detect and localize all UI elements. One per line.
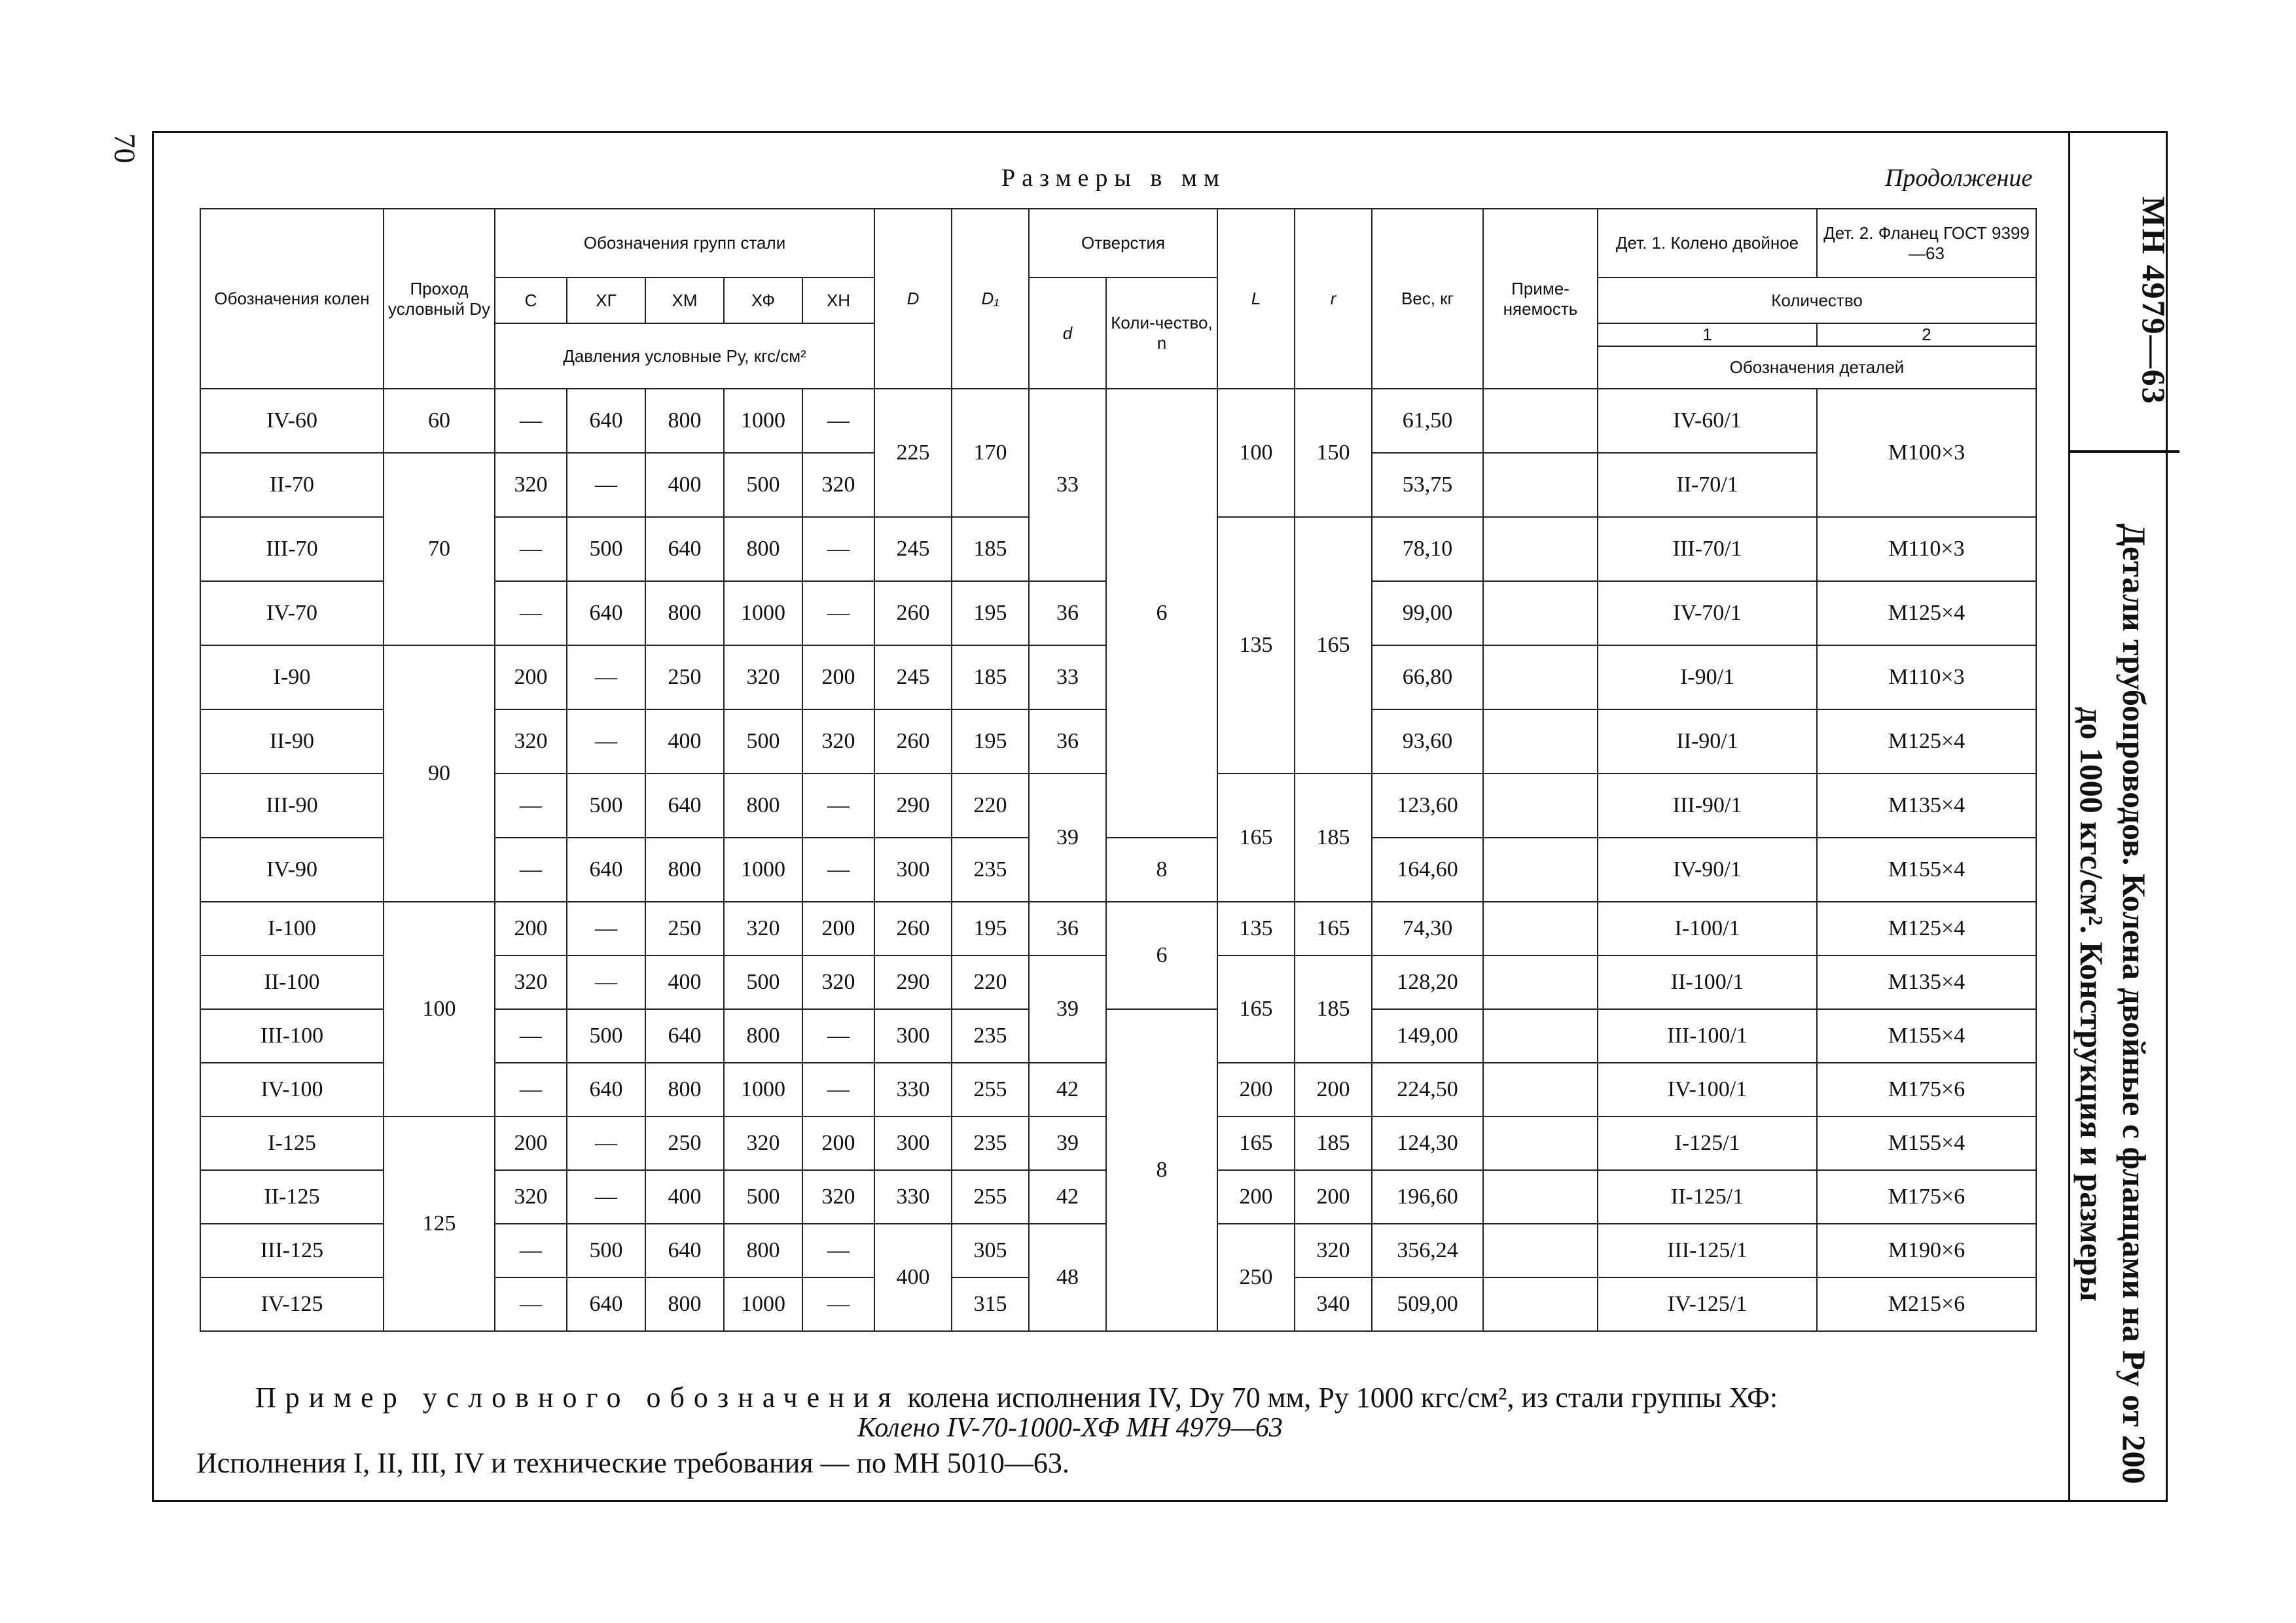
applicability-cell [1483,709,1598,774]
example-label: Пример условного обозначения [255,1382,901,1414]
r-cell: 200 [1295,1063,1372,1116]
document-title-line1: Детали трубопроводов. Колена двойные с фланцами на Pу от 200 [2116,524,2153,1484]
designation-cell: I-90 [200,645,384,709]
pressure-cell-3: 320 [724,645,802,709]
weight-cell: 78,10 [1372,517,1483,581]
pressure-cell-3: 500 [724,1170,802,1224]
col-passage: Проход условный Dу [384,209,495,389]
pressure-cell-1: — [567,709,645,774]
pressure-cell-3: 320 [724,1116,802,1170]
side-divider [2068,450,2179,453]
pressure-cell-0: — [495,838,567,902]
L-cell: 200 [1217,1170,1295,1224]
part2-cell: М100×3 [1817,389,2036,517]
D-cell: 245 [874,517,952,581]
table-row [200,902,2036,955]
D-cell: 400 [874,1224,952,1331]
pressure-cell-2: 640 [645,774,724,838]
pressure-cell-0: — [495,774,567,838]
D-cell: 300 [874,838,952,902]
n-cell: 6 [1106,902,1217,1009]
col-weight: Вес, кг [1372,209,1483,389]
D1-cell: 185 [952,645,1029,709]
part2-cell: М155×4 [1817,1009,2036,1063]
weight-cell: 53,75 [1372,453,1483,517]
pressure-label: Давления условные Pу, кгс/см² [495,323,874,389]
D1-cell: 305 [952,1224,1029,1277]
applicability-cell [1483,1063,1598,1116]
part1-cell: III-125/1 [1598,1224,1817,1277]
pressure-cell-1: 640 [567,1277,645,1331]
designation-cell: II-70 [200,453,384,517]
n-cell: 8 [1106,838,1217,902]
D1-cell: 220 [952,955,1029,1009]
designation-cell: IV-60 [200,389,384,453]
applicability-cell [1483,1170,1598,1224]
L-cell: 200 [1217,1063,1295,1116]
D1-cell: 195 [952,709,1029,774]
pressure-cell-4: 200 [802,902,874,955]
steel-group-xn: ХН [802,277,874,323]
D1-cell: 235 [952,838,1029,902]
applicability-cell [1483,1009,1598,1063]
passage-cell: 70 [384,453,495,645]
part1-cell: I-100/1 [1598,902,1817,955]
L-cell: 165 [1217,955,1295,1063]
pressure-cell-1: 500 [567,1009,645,1063]
pressure-cell-2: 640 [645,1224,724,1277]
r-cell: 340 [1295,1277,1372,1331]
pressure-cell-2: 800 [645,1277,724,1331]
designation-cell: I-125 [200,1116,384,1170]
part2-cell: М125×4 [1817,709,2036,774]
pressure-cell-0: 320 [495,1170,567,1224]
pressure-cell-0: 320 [495,453,567,517]
pressure-cell-4: — [802,389,874,453]
designation-cell: III-100 [200,1009,384,1063]
pressure-cell-4: — [802,1224,874,1277]
part2-cell: М215×6 [1817,1277,2036,1331]
designation-cell: I-100 [200,902,384,955]
pressure-cell-2: 250 [645,1116,724,1170]
weight-cell: 128,20 [1372,955,1483,1009]
steel-group-xf: ХФ [724,277,802,323]
part2-cell: М155×4 [1817,1116,2036,1170]
pressure-cell-4: — [802,581,874,645]
pressure-cell-2: 800 [645,389,724,453]
pressure-cell-0: — [495,581,567,645]
designation-cell: III-70 [200,517,384,581]
pressure-cell-3: 1000 [724,389,802,453]
designation-cell: IV-90 [200,838,384,902]
D-cell: 330 [874,1170,952,1224]
steel-group-xm: ХМ [645,277,724,323]
quantity-header: Количество [1598,277,2036,323]
pressure-cell-0: — [495,1224,567,1277]
d-cell: 48 [1029,1224,1106,1331]
pressure-cell-1: — [567,955,645,1009]
example-line [255,1381,1778,1414]
r-cell: 185 [1295,1116,1372,1170]
D-cell: 260 [874,581,952,645]
applicability-cell [1483,1277,1598,1331]
applicability-cell [1483,1224,1598,1277]
part1-cell: IV-125/1 [1598,1277,1817,1331]
part1-cell: IV-70/1 [1598,581,1817,645]
applicability-cell [1483,581,1598,645]
holes-header: Отверстия [1029,209,1217,277]
r-cell: 165 [1295,517,1372,774]
d-cell: 36 [1029,902,1106,955]
applicability-cell [1483,955,1598,1009]
pressure-cell-2: 800 [645,581,724,645]
n-cell: 8 [1106,1009,1217,1331]
part1-cell: II-100/1 [1598,955,1817,1009]
D1-cell: 170 [952,389,1029,517]
steel-groups-header: Обозначения групп стали [495,209,874,277]
designation-cell: III-90 [200,774,384,838]
col-applicability: Приме-няемость [1483,209,1598,389]
weight-cell: 61,50 [1372,389,1483,453]
D-cell: 290 [874,774,952,838]
pressure-cell-3: 800 [724,1009,802,1063]
continuation-label: Продолжение [1885,164,2033,192]
designation-cell: IV-100 [200,1063,384,1116]
pressure-cell-4: 200 [802,1116,874,1170]
part2-cell: М155×4 [1817,838,2036,902]
applicability-cell [1483,453,1598,517]
applicability-cell [1483,1116,1598,1170]
pressure-cell-2: 800 [645,1063,724,1116]
part1-cell: IV-60/1 [1598,389,1817,453]
pressure-cell-1: 640 [567,581,645,645]
part2-cell: М135×4 [1817,774,2036,838]
r-cell: 200 [1295,1170,1372,1224]
part1-cell: III-70/1 [1598,517,1817,581]
D1-cell: 220 [952,774,1029,838]
r-cell: 320 [1295,1224,1372,1277]
standard-code: МН 4979—63 [2136,196,2172,405]
applicability-cell [1483,389,1598,453]
D-cell: 260 [874,709,952,774]
pressure-cell-4: 320 [802,453,874,517]
D1-cell: 195 [952,902,1029,955]
pressure-cell-3: 1000 [724,838,802,902]
D1-cell: 315 [952,1277,1029,1331]
pressure-cell-0: 320 [495,955,567,1009]
designation-cell: III-125 [200,1224,384,1277]
weight-cell: 164,60 [1372,838,1483,902]
quantity-1: 1 [1598,323,1817,346]
pressure-cell-3: 800 [724,774,802,838]
applicability-cell [1483,517,1598,581]
d-cell: 42 [1029,1170,1106,1224]
pressure-cell-3: 1000 [724,581,802,645]
col-d: d [1029,277,1106,389]
example-code: Колено IV-70-1000-ХФ МН 4979—63 [857,1413,1283,1443]
applicability-cell [1483,774,1598,838]
D-cell: 300 [874,1116,952,1170]
part1-cell: IV-100/1 [1598,1063,1817,1116]
pressure-cell-2: 640 [645,1009,724,1063]
col-D: D [874,209,952,389]
col-L: L [1217,209,1295,389]
weight-cell: 74,30 [1372,902,1483,955]
part1-cell: II-70/1 [1598,453,1817,517]
designation-cell: IV-70 [200,581,384,645]
r-cell: 185 [1295,774,1372,902]
pressure-cell-2: 400 [645,453,724,517]
pressure-cell-4: — [802,1277,874,1331]
weight-cell: 66,80 [1372,645,1483,709]
D1-cell: 235 [952,1009,1029,1063]
passage-cell: 125 [384,1116,495,1331]
weight-cell: 509,00 [1372,1277,1483,1331]
D-cell: 225 [874,389,952,517]
pressure-cell-0: — [495,1277,567,1331]
L-cell: 250 [1217,1224,1295,1331]
pressure-cell-3: 320 [724,902,802,955]
L-cell: 100 [1217,389,1295,517]
execution-note: Исполнения I, II, III, IV и технические требования — по МН 5010—63. [196,1447,1069,1479]
pressure-cell-2: 250 [645,645,724,709]
pressure-cell-0: — [495,389,567,453]
part2-cell: М110×3 [1817,517,2036,581]
weight-cell: 93,60 [1372,709,1483,774]
D1-cell: 235 [952,1116,1029,1170]
pressure-cell-0: 200 [495,645,567,709]
d-cell: 39 [1029,774,1106,902]
pressure-cell-0: 200 [495,1116,567,1170]
pressure-cell-4: — [802,1063,874,1116]
pressure-cell-1: 500 [567,1224,645,1277]
pressure-cell-4: 320 [802,1170,874,1224]
weight-cell: 123,60 [1372,774,1483,838]
d-cell: 33 [1029,645,1106,709]
pressure-cell-3: 1000 [724,1063,802,1116]
L-cell: 165 [1217,774,1295,902]
n-cell: 6 [1106,389,1217,838]
pressure-cell-4: 200 [802,645,874,709]
pressure-cell-0: — [495,1009,567,1063]
r-cell: 150 [1295,389,1372,517]
pressure-cell-1: — [567,1116,645,1170]
pressure-cell-4: — [802,838,874,902]
pressure-cell-1: 640 [567,389,645,453]
pressure-cell-1: — [567,645,645,709]
L-cell: 135 [1217,517,1295,774]
passage-cell: 60 [384,389,495,453]
d-cell: 42 [1029,1063,1106,1116]
pressure-cell-4: — [802,1009,874,1063]
L-cell: 135 [1217,902,1295,955]
pressure-cell-4: 320 [802,955,874,1009]
part1-cell: I-125/1 [1598,1116,1817,1170]
pressure-cell-0: — [495,517,567,581]
D1-cell: 255 [952,1170,1029,1224]
weight-cell: 124,30 [1372,1116,1483,1170]
D-cell: 330 [874,1063,952,1116]
D-cell: 290 [874,955,952,1009]
table-body [200,389,2036,1331]
pressure-cell-1: — [567,902,645,955]
col-r: r [1295,209,1372,389]
pressure-cell-2: 250 [645,902,724,955]
d-cell: 33 [1029,389,1106,581]
document-title-line2: до 1000 кгс/см². Конструкция и размеры [2073,707,2110,1302]
pressure-cell-3: 1000 [724,1277,802,1331]
pressure-cell-2: 640 [645,517,724,581]
r-cell: 165 [1295,902,1372,955]
sizes-label: Размеры в мм [1001,164,1226,192]
weight-cell: 99,00 [1372,581,1483,645]
D-cell: 245 [874,645,952,709]
part1-cell: II-125/1 [1598,1170,1817,1224]
pressure-cell-3: 500 [724,453,802,517]
pressure-cell-1: — [567,1170,645,1224]
designation-cell: IV-125 [200,1277,384,1331]
pressure-cell-4: — [802,517,874,581]
pressure-cell-1: 640 [567,838,645,902]
weight-cell: 196,60 [1372,1170,1483,1224]
d-cell: 39 [1029,1116,1106,1170]
part1-cell: II-90/1 [1598,709,1817,774]
pressure-cell-1: 500 [567,774,645,838]
part2-cell: М175×6 [1817,1063,2036,1116]
part2-cell: М110×3 [1817,645,2036,709]
designation-cell: II-100 [200,955,384,1009]
part1-cell: I-90/1 [1598,645,1817,709]
weight-cell: 224,50 [1372,1063,1483,1116]
part1-cell: III-90/1 [1598,774,1817,838]
det1-header: Дет. 1. Колено двойное [1598,209,1817,277]
pressure-cell-4: 320 [802,709,874,774]
designation-cell: II-90 [200,709,384,774]
pressure-cell-2: 400 [645,709,724,774]
D-cell: 300 [874,1009,952,1063]
pressure-cell-1: 640 [567,1063,645,1116]
pressure-cell-2: 800 [645,838,724,902]
pressure-cell-2: 400 [645,955,724,1009]
passage-cell: 100 [384,902,495,1116]
pressure-cell-0: 200 [495,902,567,955]
weight-cell: 356,24 [1372,1224,1483,1277]
col-D1: D₁ [952,209,1029,389]
pressure-cell-3: 800 [724,1224,802,1277]
pressure-cell-4: — [802,774,874,838]
pressure-cell-3: 500 [724,955,802,1009]
col-count: Коли-чество, n [1106,277,1217,389]
pressure-cell-1: — [567,453,645,517]
part1-cell: III-100/1 [1598,1009,1817,1063]
applicability-cell [1483,838,1598,902]
col-designation: Обозначения колен [200,209,384,389]
r-cell: 185 [1295,955,1372,1063]
pressure-cell-1: 500 [567,517,645,581]
dimensions-table [200,208,2037,1332]
L-cell: 165 [1217,1116,1295,1170]
example-text: колена исполнения IV, Dу 70 мм, Pу 1000 кгс/см², из стали группы ХФ: [907,1382,1778,1414]
part2-cell: М125×4 [1817,902,2036,955]
D1-cell: 185 [952,517,1029,581]
passage-cell: 90 [384,645,495,902]
page-number: 70 [108,133,142,164]
quantity-2: 2 [1817,323,2036,346]
part2-cell: М190×6 [1817,1224,2036,1277]
part2-cell: М175×6 [1817,1170,2036,1224]
det2-header: Дет. 2. Фланец ГОСТ 9399—63 [1817,209,2036,277]
D-cell: 260 [874,902,952,955]
applicability-cell [1483,902,1598,955]
parts-label: Обозначения деталей [1598,346,2036,389]
D1-cell: 255 [952,1063,1029,1116]
pressure-cell-2: 400 [645,1170,724,1224]
part2-cell: М135×4 [1817,955,2036,1009]
designation-cell: II-125 [200,1170,384,1224]
steel-group-xg: ХГ [567,277,645,323]
pressure-cell-3: 500 [724,709,802,774]
steel-group-c: С [495,277,567,323]
d-cell: 36 [1029,709,1106,774]
applicability-cell [1483,645,1598,709]
part1-cell: IV-90/1 [1598,838,1817,902]
pressure-cell-3: 800 [724,517,802,581]
table-row [200,389,2036,453]
pressure-cell-0: — [495,1063,567,1116]
part2-cell: М125×4 [1817,581,2036,645]
pressure-cell-0: 320 [495,709,567,774]
D1-cell: 195 [952,581,1029,645]
d-cell: 36 [1029,581,1106,645]
weight-cell: 149,00 [1372,1009,1483,1063]
d-cell: 39 [1029,955,1106,1063]
